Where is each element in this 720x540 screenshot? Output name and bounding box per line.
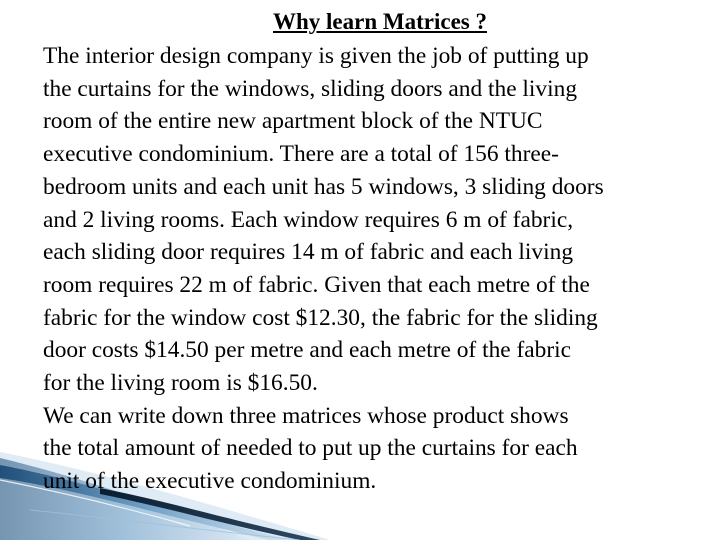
body-line: The interior design company is given the job of putting up [43, 43, 589, 69]
body-line: We can write down three matrices whose product shows [43, 402, 569, 429]
slide-body-text [43, 40, 715, 498]
body-line: unit of the executive condominium. [43, 468, 377, 495]
body-line: bedroom units and each unit has 5 windows, 3 sliding doors [43, 173, 604, 200]
body-line: door costs $14.50 per metre and each metre of the fabric [43, 337, 572, 364]
slide-title: Why learn Matrices ? [273, 9, 487, 34]
body-line: room requires 22 m of fabric. Given that each metre of the [43, 271, 590, 298]
body-line: executive condominium. There are a total of 156 three- [43, 141, 559, 168]
body-line: room of the entire new apartment block of the NTUC [43, 108, 543, 135]
body-line: the total amount of needed to put up the curtains for each [43, 435, 578, 462]
body-line: the curtains for the windows, sliding doors and the living [43, 75, 578, 102]
body-line: fabric for the window cost $12.30, the fabric for the sliding [43, 304, 598, 331]
body-line: for the living room is $16.50. [43, 370, 318, 397]
body-line: each sliding door requires 14 m of fabric and each living [43, 239, 574, 266]
body-line: and 2 living rooms. Each window requires 6 m of fabric, [43, 206, 574, 233]
